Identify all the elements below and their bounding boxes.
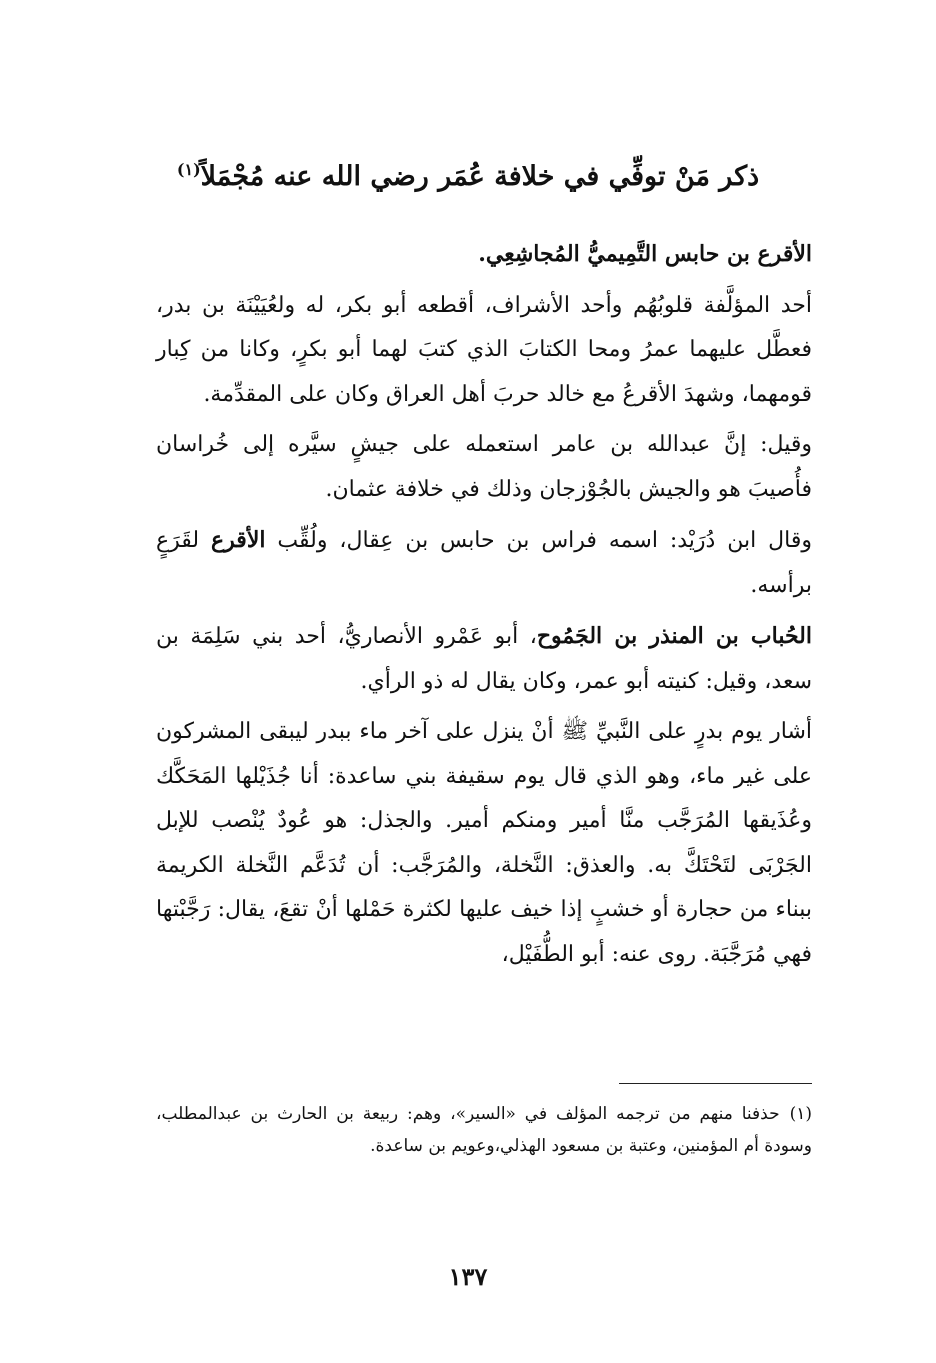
footnote-reference: (١) [176, 160, 201, 179]
entry-aqra-name-text: الأقرع بن حابس التَّمِيميُّ المُجاشِعِي. [478, 241, 812, 267]
entry-aqra-paragraph-3 [156, 518, 812, 608]
footnote [156, 1098, 812, 1162]
entry-aqra-p3-end: لقَرَعٍ برأسه. [156, 528, 812, 598]
entry-hubab-intro-text: ، أبو عَمْرو الأنصاريُّ، أحد بني سَلِمَة بن سعد، وقيل: كنيته أبو عمر، وكان يقال له ذو الرأي. [156, 624, 812, 694]
entry-aqra-p3-start: وقال ابن دُرَيْد: اسمه فراس بن حابس بن عِقال، ولُقِّب [265, 528, 813, 553]
main-text [156, 232, 812, 983]
entry-aqra-name [156, 232, 812, 278]
entry-hubab-paragraph-1: أشار يوم بدرٍ على النَّبيِّ ﷺ أنْ ينزل على آخر ماء ببدر ليبقى المشركون على غير ماء، وهو الذي قال يوم سقيفة بني ساعدة: أنا جُذَيْلها المَحَكَّك وعُذَيقها المُرَجَّب منَّا أمير ومنكم أمير. والجذل: هو عُودٌ يُنْصب للإبل الجَرْبَى لتَحْتَكَّ به. والعذق: النَّخلة، والمُرَجَّب: أن تُدَعَّم النَّخلة الكريمة ببناء من حجارة أو خشبٍ إذا خيف عليها لكثرة حَمْلها أنْ تقعَ، يقال: رَجَّبْتها فهي مُرَجَّبَة. روى عنه: أبو الطُّفَيْل، [156, 719, 812, 967]
entry-aqra-paragraph-2: وقيل: إنَّ عبدالله بن عامر استعمله على جيشٍ سيَّره إلى خُراسان فأُصيبَ هو والجيش بالجُوْزجان وذلك في خلافة عثمان. [156, 432, 812, 502]
section-heading [150, 150, 786, 197]
entry-hubab-intro [156, 614, 812, 704]
section-heading-text: ذكر مَنْ توفِّي في خلافة عُمَر رضي الله عنه مُجْمَلاً [200, 161, 760, 192]
entry-aqra-p3-bold: الأقرع [211, 527, 266, 553]
entry-aqra-paragraph-1: أحد المؤلَّفة قلوبُهُم وأحد الأشراف، أقطعه أبو بكر، له ولعُيَيْنَة بن بدر، فعطَّل عليهما عمرُ ومحا الكتابَ الذي كتبَ لهما أبو بكرٍ، وكانا من كِبار قومهما، وشهدَ الأقرعُ مع خالد حربَ أهل العراق وكان على المقدِّمة. [156, 292, 812, 407]
page-number: ١٣٧ [448, 1262, 488, 1291]
entry-hubab-name: الحُباب بن المنذر بن الجَمُوح [536, 623, 812, 649]
footnote-text: حذفنا منهم من ترجمه المؤلف في «السير»، وهم: ربيعة بن الحارث بن عبدالمطلب، وسودة أم المؤمنين، وعتبة بن مسعود الهذلي،وعويم بن ساعدة. [156, 1104, 812, 1156]
footnote-divider [619, 1083, 812, 1084]
footnote-mark: (١) [789, 1104, 812, 1124]
